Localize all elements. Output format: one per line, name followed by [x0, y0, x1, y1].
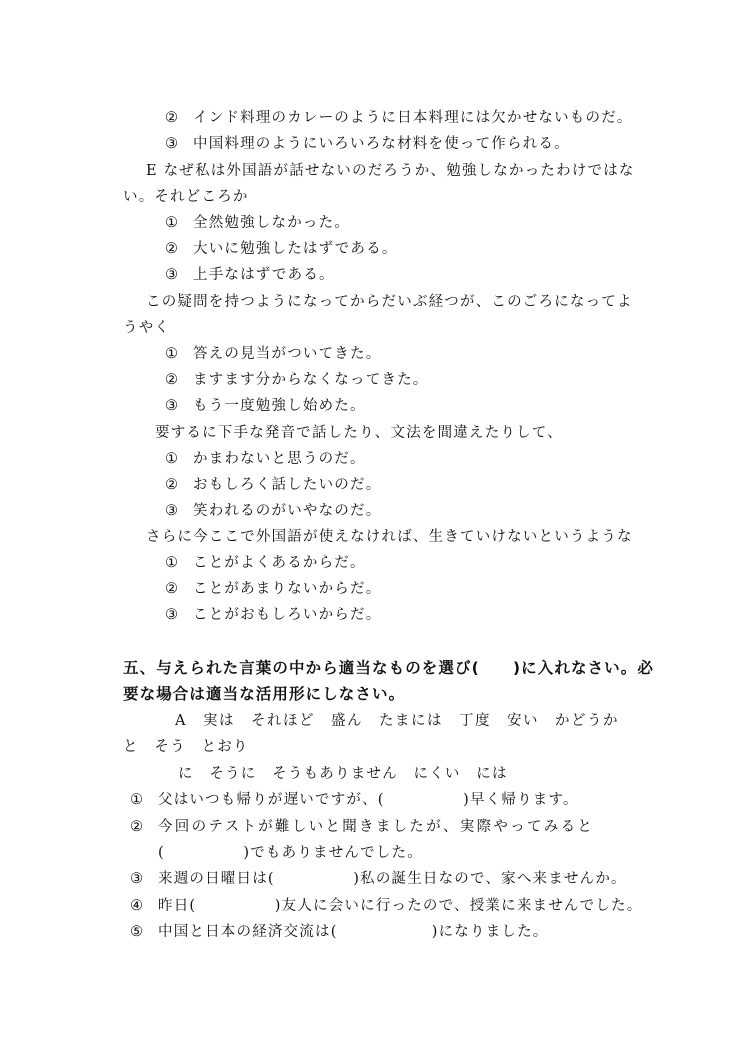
- option-number: ③: [165, 607, 180, 623]
- question-stem: E なぜ私は外国語が話せないのだろうか、勉強しなかったわけではな: [146, 163, 635, 179]
- word-bank: に そうに そうもありません にくい には: [178, 766, 508, 782]
- option-text: 笑われるのがいやなのだ。: [193, 503, 382, 519]
- section-heading: 五、与えられた言葉の中から適当なものを選び( )に入れなさい。必: [123, 659, 654, 677]
- option-text: ことがよくあるからだ。: [193, 555, 366, 571]
- option-number: ③: [165, 267, 180, 283]
- option-text: 中国料理のようにいろいろな材料を使って作られる。: [193, 136, 570, 152]
- question-number: ②: [130, 819, 146, 835]
- question-text: 昨日( )友人に会いに行ったので、授業に来ませんでした。: [158, 898, 643, 914]
- option-text: 全然勉強しなかった。: [193, 215, 350, 231]
- option-line: [165, 134, 570, 154]
- question-stem: い。それどころか: [123, 189, 249, 205]
- option-number: ③: [165, 503, 180, 519]
- question-text: 中国と日本の経済交流は( )になりました。: [158, 924, 549, 940]
- question-text: 父はいつも帰りが遅いですが、( )早く帰ります。: [158, 792, 579, 808]
- word-bank: A 実は それほど 盛ん たまには 丁度 安い かどうか: [175, 713, 619, 729]
- option-number: ②: [165, 241, 180, 257]
- question-stem: さらに今ここで外国語が使えなければ、生きていけないというような: [146, 529, 633, 545]
- option-text: おもしろく話したいのだ。: [193, 477, 382, 493]
- question-text: 来週の日曜日は( )私の誕生日なので、家へ来ませんか。: [158, 871, 627, 887]
- option-line: [165, 239, 398, 259]
- option-number: ①: [165, 451, 180, 467]
- option-number: ②: [165, 581, 180, 597]
- option-number: ③: [165, 136, 180, 152]
- question-text: ( )でもありませんでした。: [158, 845, 423, 861]
- fill-question: [130, 790, 579, 810]
- question-text: 今回のテストが難しいと聞きましたが、実際やってみると: [158, 819, 595, 835]
- question-stem: この疑問を持つようになってからだいぶ経つが、このごろになってよ: [146, 294, 633, 310]
- option-line: [165, 213, 350, 233]
- option-line: [165, 344, 381, 364]
- fill-question: [158, 843, 423, 863]
- option-number: ②: [165, 372, 180, 388]
- option-line: [165, 475, 381, 495]
- option-number: ①: [165, 215, 180, 231]
- option-text: ことがおもしろいからだ。: [193, 607, 382, 623]
- option-line: [165, 501, 381, 521]
- question-number: ⑤: [130, 924, 145, 940]
- option-text: 上手なはずである。: [193, 267, 335, 283]
- option-text: ことがあまりないからだ。: [193, 581, 382, 597]
- option-line: [165, 449, 366, 469]
- option-line: [165, 605, 381, 625]
- fill-question: [130, 896, 642, 916]
- question-stem: うやく: [123, 320, 171, 336]
- option-text: もう一度勉強し始めた。: [193, 398, 366, 414]
- option-text: 大いに勉強したはずである。: [193, 241, 398, 257]
- option-number: ②: [165, 110, 180, 126]
- option-line: [165, 396, 366, 416]
- question-number: ①: [130, 792, 145, 808]
- option-line: [165, 108, 633, 128]
- word-bank: と そう とおり: [123, 739, 249, 755]
- option-line: [165, 553, 366, 573]
- option-number: ③: [165, 398, 180, 414]
- option-line: [165, 579, 381, 599]
- option-line: [165, 265, 335, 285]
- fill-question: [130, 869, 627, 889]
- option-number: ①: [165, 555, 180, 571]
- fill-question: [130, 817, 594, 837]
- option-number: ②: [165, 477, 180, 493]
- section-heading: 要な場合は適当な活用形にしなさい。: [123, 685, 406, 703]
- option-number: ①: [165, 346, 180, 362]
- question-number: ④: [130, 898, 145, 914]
- option-line: [165, 370, 429, 390]
- option-text: インド料理のカレーのように日本料理には欠かせないものだ。: [193, 110, 633, 126]
- question-stem: 要するに下手な発音で話したり、文法を間違えたりして、: [155, 425, 563, 441]
- fill-question: [130, 922, 549, 942]
- option-text: かまわないと思うのだ。: [193, 451, 366, 467]
- option-text: 答えの見当がついてきた。: [193, 346, 382, 362]
- option-text: ますます分からなくなってきた。: [193, 372, 429, 388]
- question-number: ③: [130, 871, 145, 887]
